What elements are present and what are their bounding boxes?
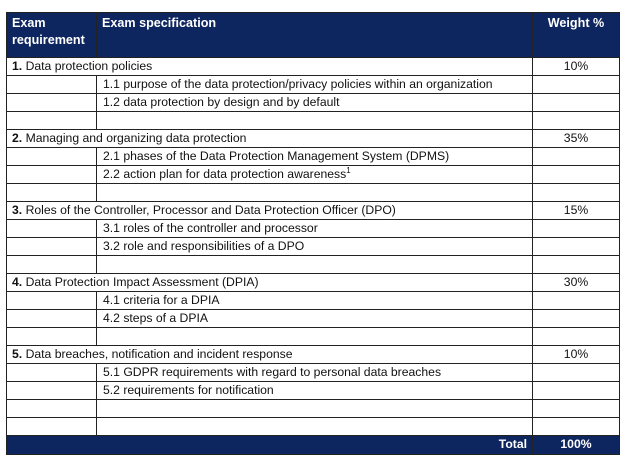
section-title-cell (7, 274, 533, 292)
total-value: 100% (533, 436, 620, 455)
section-title-cell (7, 130, 533, 148)
section-number: 5. (12, 347, 23, 361)
spec-item: 3.2 role and responsibilities of a DPO (97, 238, 533, 256)
section-row (7, 58, 620, 76)
spec-row (7, 220, 620, 238)
spec-row (7, 238, 620, 256)
empty-cell (7, 364, 97, 382)
spec-row (7, 94, 620, 112)
empty-cell (7, 166, 97, 184)
footnote-mark[interactable]: 1 (346, 165, 351, 175)
spec-row (7, 310, 620, 328)
section-weight: 30% (533, 274, 620, 292)
section-number: 2. (12, 131, 23, 145)
section-number: 4. (12, 275, 23, 289)
spec-item: 3.1 roles of the controller and processor (97, 220, 533, 238)
empty-cell (7, 238, 97, 256)
empty-cell (533, 166, 620, 184)
empty-cell (7, 382, 97, 400)
section-number: 1. (12, 59, 23, 73)
table-header-row (7, 13, 620, 58)
section-weight: 10% (533, 346, 620, 364)
empty-cell (7, 94, 97, 112)
spec-item: 2.2 action plan for data protection awareness (103, 167, 347, 181)
spec-item: 2.1 phases of the Data Protection Management System (DPMS) (97, 148, 533, 166)
spec-item: 4.2 steps of a DPIA (97, 310, 533, 328)
spec-row (7, 364, 620, 382)
total-label: Total (7, 436, 533, 455)
empty-cell (7, 148, 97, 166)
empty-cell (533, 76, 620, 94)
header-weight: Weight % (533, 13, 620, 58)
spacer-row (7, 418, 620, 436)
empty-cell (533, 364, 620, 382)
spec-row (7, 148, 620, 166)
spacer-row (7, 328, 620, 346)
exam-requirements-table (6, 12, 620, 455)
spec-row (7, 382, 620, 400)
empty-cell (533, 94, 620, 112)
empty-cell (533, 382, 620, 400)
table-body (7, 58, 620, 436)
empty-cell (7, 310, 97, 328)
spacer-row (7, 256, 620, 274)
empty-cell (533, 220, 620, 238)
empty-cell (7, 220, 97, 238)
spec-item: 1.2 data protection by design and by default (97, 94, 533, 112)
section-weight: 35% (533, 130, 620, 148)
section-row (7, 202, 620, 220)
spec-item: 5.2 requirements for notification (97, 382, 533, 400)
total-row (7, 436, 620, 455)
section-title: Data Protection Impact Assessment (DPIA) (25, 275, 259, 289)
section-number: 3. (12, 203, 23, 217)
spacer-row (7, 400, 620, 418)
section-title: Data protection policies (25, 59, 153, 73)
section-title-cell (7, 346, 533, 364)
section-title-cell (7, 58, 533, 76)
spec-item: 1.1 purpose of the data protection/privacy policies within an organization (97, 76, 533, 94)
spec-item: 5.1 GDPR requirements with regard to personal data breaches (97, 364, 533, 382)
header-exam-specification: Exam specification (97, 13, 533, 58)
section-weight: 15% (533, 202, 620, 220)
exam-table-container (6, 12, 619, 455)
empty-cell (533, 292, 620, 310)
section-title: Roles of the Controller, Processor and Data Protection Officer (DPO) (25, 203, 396, 217)
section-title: Data breaches, notification and incident response (25, 347, 293, 361)
spec-row (7, 76, 620, 94)
section-row (7, 130, 620, 148)
empty-cell (533, 238, 620, 256)
header-exam-requirement: Exam requirement (7, 13, 97, 58)
section-row (7, 346, 620, 364)
empty-cell (7, 292, 97, 310)
section-title: Managing and organizing data protection (25, 131, 247, 145)
empty-cell (533, 148, 620, 166)
spacer-row (7, 184, 620, 202)
empty-cell (533, 310, 620, 328)
section-title-cell (7, 202, 533, 220)
spec-row (7, 292, 620, 310)
empty-cell (7, 76, 97, 94)
section-row (7, 274, 620, 292)
spec-item-with-footnote (97, 166, 533, 184)
spec-row (7, 166, 620, 184)
section-weight: 10% (533, 58, 620, 76)
spec-item: 4.1 criteria for a DPIA (97, 292, 533, 310)
spacer-row (7, 112, 620, 130)
